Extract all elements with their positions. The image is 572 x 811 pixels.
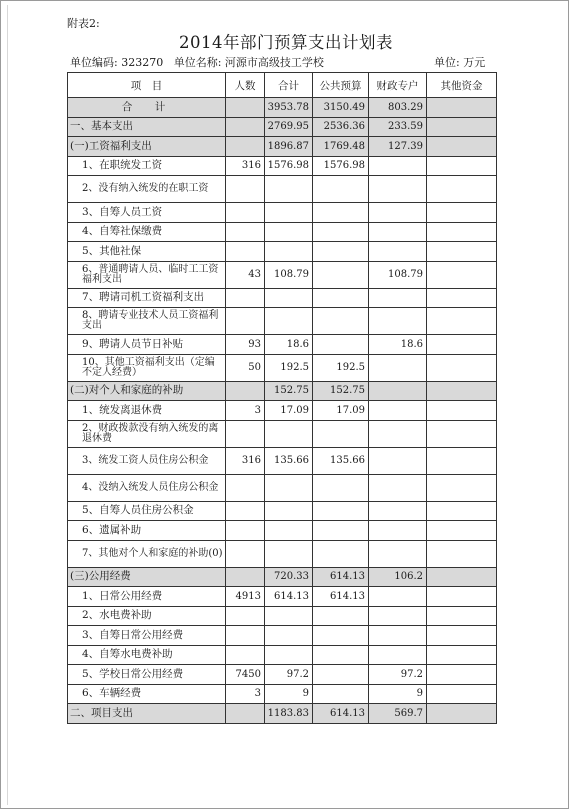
row-fiscal-cell	[369, 242, 427, 262]
row-other-cell	[427, 261, 497, 288]
row-count-cell: 316	[226, 447, 265, 474]
row-total-cell: 9	[265, 684, 313, 704]
row-item-name: 5、自筹人员住房公积金	[68, 501, 226, 521]
row-count-cell	[226, 567, 265, 587]
row-total-cell: 192.5	[265, 354, 313, 381]
row-public-cell: 614.13	[313, 704, 369, 724]
row-count-cell	[226, 474, 265, 501]
row-item-name: 5、学校日常公用经费	[68, 665, 226, 685]
row-fiscal-cell	[369, 626, 427, 646]
row-other-cell	[427, 98, 497, 118]
row-public-cell	[313, 288, 369, 308]
row-count-cell: 93	[226, 335, 265, 355]
row-other-cell	[427, 665, 497, 685]
table-row	[68, 261, 497, 288]
row-other-cell	[427, 420, 497, 447]
row-public-cell	[313, 420, 369, 447]
row-item-name: 6、遗属补助	[68, 521, 226, 541]
row-item-name: 5、其他社保	[68, 242, 226, 262]
table-row	[68, 354, 497, 381]
table-row	[68, 474, 497, 501]
row-count-cell	[226, 381, 265, 401]
row-fiscal-cell	[369, 156, 427, 176]
table-row	[68, 626, 497, 646]
row-count-cell	[226, 501, 265, 521]
row-total-cell	[265, 521, 313, 541]
row-fiscal-cell: 9	[369, 684, 427, 704]
row-total-cell: 1896.87	[265, 137, 313, 157]
row-fiscal-cell	[369, 222, 427, 242]
row-count-cell: 4913	[226, 587, 265, 607]
currency-unit: 单位: 万元	[434, 56, 486, 69]
row-total-cell	[265, 606, 313, 626]
row-count-cell	[226, 176, 265, 203]
row-other-cell	[427, 540, 497, 567]
row-other-cell	[427, 137, 497, 157]
row-total-cell	[265, 540, 313, 567]
row-total-cell	[265, 474, 313, 501]
row-other-cell	[427, 242, 497, 262]
row-item-name: 二、项目支出	[68, 704, 226, 724]
row-fiscal-cell: 106.2	[369, 567, 427, 587]
row-public-cell	[313, 665, 369, 685]
row-other-cell	[427, 474, 497, 501]
row-public-cell: 614.13	[313, 587, 369, 607]
row-public-cell	[313, 203, 369, 223]
row-total-cell: 108.79	[265, 261, 313, 288]
row-item-name: (一)工资福利支出	[68, 137, 226, 157]
row-fiscal-cell: 97.2	[369, 665, 427, 685]
row-fiscal-cell: 18.6	[369, 335, 427, 355]
row-fiscal-cell	[369, 587, 427, 607]
row-total-cell: 1183.83	[265, 704, 313, 724]
row-item-name: (三)公用经费	[68, 567, 226, 587]
table-row	[68, 401, 497, 421]
row-fiscal-cell	[369, 521, 427, 541]
row-item-name: 2、没有纳入统发的在职工资	[68, 176, 226, 203]
table-row	[68, 222, 497, 242]
row-fiscal-cell: 803.29	[369, 98, 427, 118]
header-other-funds: 其他资金	[427, 73, 497, 98]
row-other-cell	[427, 645, 497, 665]
row-total-cell: 2769.95	[265, 117, 313, 137]
row-count-cell	[226, 606, 265, 626]
row-fiscal-cell	[369, 203, 427, 223]
row-public-cell: 135.66	[313, 447, 369, 474]
header-total: 合计	[265, 73, 313, 98]
row-public-cell	[313, 684, 369, 704]
row-total-cell: 135.66	[265, 447, 313, 474]
row-item-name: (二)对个人和家庭的补助	[68, 381, 226, 401]
row-public-cell: 614.13	[313, 567, 369, 587]
row-count-cell	[226, 704, 265, 724]
row-public-cell	[313, 308, 369, 335]
row-item-name: 6、车辆经费	[68, 684, 226, 704]
row-total-cell	[265, 420, 313, 447]
table-row	[68, 381, 497, 401]
unit-info	[70, 54, 324, 70]
table-row	[68, 665, 497, 685]
row-total-cell	[265, 176, 313, 203]
row-public-cell: 1769.48	[313, 137, 369, 157]
row-fiscal-cell	[369, 645, 427, 665]
row-count-cell	[226, 521, 265, 541]
header-public-budget: 公共预算	[313, 73, 369, 98]
row-item-name: 1、在职统发工资	[68, 156, 226, 176]
row-total-cell	[265, 308, 313, 335]
row-fiscal-cell	[369, 401, 427, 421]
page-title: 2014年部门预算支出计划表	[179, 33, 393, 52]
row-total-cell	[265, 203, 313, 223]
row-public-cell	[313, 501, 369, 521]
table-row	[68, 242, 497, 262]
row-item-name: 1、日常公用经费	[68, 587, 226, 607]
row-total-cell: 97.2	[265, 665, 313, 685]
row-item-name: 一、基本支出	[68, 117, 226, 137]
row-count-cell	[226, 137, 265, 157]
row-count-cell	[226, 420, 265, 447]
row-total-cell: 3953.78	[265, 98, 313, 118]
row-count-cell	[226, 288, 265, 308]
row-public-cell	[313, 474, 369, 501]
row-item-name: 2、财政拨款没有纳入统发的离退休费	[68, 420, 226, 447]
table-row	[68, 587, 497, 607]
row-other-cell	[427, 335, 497, 355]
table-row	[68, 606, 497, 626]
row-public-cell	[313, 242, 369, 262]
table-row	[68, 156, 497, 176]
table-row	[68, 137, 497, 157]
row-total-cell: 17.09	[265, 401, 313, 421]
unit-code: 单位编码: 323270	[70, 56, 164, 69]
row-total-cell	[265, 288, 313, 308]
table-row	[68, 567, 497, 587]
row-public-cell: 17.09	[313, 401, 369, 421]
table-row	[68, 308, 497, 335]
row-fiscal-cell	[369, 606, 427, 626]
row-item-name: 2、水电费补助	[68, 606, 226, 626]
row-public-cell: 152.75	[313, 381, 369, 401]
table-row	[68, 288, 497, 308]
row-item-name: 7、聘请司机工资福利支出	[68, 288, 226, 308]
row-public-cell	[313, 222, 369, 242]
row-item-name: 10、其他工资福利支出（定编不定人经费）	[68, 354, 226, 381]
row-count-cell	[226, 203, 265, 223]
row-public-cell: 3150.49	[313, 98, 369, 118]
table-row	[68, 540, 497, 567]
row-total-cell: 1576.98	[265, 156, 313, 176]
row-public-cell: 1576.98	[313, 156, 369, 176]
row-other-cell	[427, 156, 497, 176]
row-count-cell	[226, 242, 265, 262]
unit-name: 单位名称: 河源市高级技工学校	[173, 56, 324, 69]
row-total-cell	[265, 222, 313, 242]
row-count-cell	[226, 626, 265, 646]
row-fiscal-cell	[369, 447, 427, 474]
budget-table	[67, 72, 497, 724]
row-other-cell	[427, 288, 497, 308]
table-row	[68, 684, 497, 704]
row-fiscal-cell: 127.39	[369, 137, 427, 157]
row-fiscal-cell	[369, 308, 427, 335]
row-other-cell	[427, 401, 497, 421]
row-fiscal-cell	[369, 288, 427, 308]
row-fiscal-cell	[369, 354, 427, 381]
attachment-label: 附表2:	[67, 17, 100, 30]
row-fiscal-cell	[369, 501, 427, 521]
row-public-cell	[313, 521, 369, 541]
table-row	[68, 645, 497, 665]
row-total-cell	[265, 501, 313, 521]
row-fiscal-cell: 233.59	[369, 117, 427, 137]
header-item: 项 目	[68, 73, 226, 98]
row-other-cell	[427, 521, 497, 541]
row-count-cell: 7450	[226, 665, 265, 685]
row-item-name: 1、统发离退休费	[68, 401, 226, 421]
row-total-cell: 152.75	[265, 381, 313, 401]
header-fiscal-account: 财政专户	[369, 73, 427, 98]
row-total-cell	[265, 645, 313, 665]
row-item-name: 3、统发工资人员住房公积金	[68, 447, 226, 474]
row-fiscal-cell	[369, 381, 427, 401]
row-other-cell	[427, 354, 497, 381]
row-fiscal-cell	[369, 176, 427, 203]
row-count-cell	[226, 645, 265, 665]
row-total-cell	[265, 626, 313, 646]
table-row	[68, 117, 497, 137]
row-fiscal-cell	[369, 474, 427, 501]
table-row	[68, 704, 497, 724]
row-item-name: 6、普通聘请人员、临时工工资福利支出	[68, 261, 226, 288]
table-row	[68, 335, 497, 355]
row-other-cell	[427, 684, 497, 704]
row-total-cell: 720.33	[265, 567, 313, 587]
row-other-cell	[427, 176, 497, 203]
row-item-name: 7、其他对个人和家庭的补助(0)	[68, 540, 226, 567]
row-count-cell	[226, 117, 265, 137]
row-public-cell	[313, 261, 369, 288]
row-public-cell	[313, 606, 369, 626]
row-count-cell	[226, 98, 265, 118]
row-public-cell	[313, 645, 369, 665]
row-public-cell	[313, 335, 369, 355]
row-item-name: 4、自筹水电费补助	[68, 645, 226, 665]
row-other-cell	[427, 203, 497, 223]
row-fiscal-cell	[369, 420, 427, 447]
row-public-cell	[313, 176, 369, 203]
row-other-cell	[427, 567, 497, 587]
table-row	[68, 501, 497, 521]
row-public-cell: 192.5	[313, 354, 369, 381]
row-count-cell: 3	[226, 401, 265, 421]
header-count: 人数	[226, 73, 265, 98]
row-other-cell	[427, 704, 497, 724]
row-count-cell: 50	[226, 354, 265, 381]
row-other-cell	[427, 447, 497, 474]
row-item-name: 3、自筹日常公用经费	[68, 626, 226, 646]
table-row	[68, 176, 497, 203]
row-count-cell: 43	[226, 261, 265, 288]
row-item-name: 8、聘请专业技术人员工资福利支出	[68, 308, 226, 335]
row-total-cell: 18.6	[265, 335, 313, 355]
row-other-cell	[427, 381, 497, 401]
row-fiscal-cell: 569.7	[369, 704, 427, 724]
row-item-name: 4、自筹社保缴费	[68, 222, 226, 242]
row-other-cell	[427, 222, 497, 242]
row-count-cell	[226, 222, 265, 242]
row-total-cell: 614.13	[265, 587, 313, 607]
row-count-cell: 3	[226, 684, 265, 704]
row-public-cell	[313, 540, 369, 567]
row-total-cell	[265, 242, 313, 262]
row-other-cell	[427, 117, 497, 137]
total-row	[68, 98, 497, 118]
row-count-cell	[226, 540, 265, 567]
row-count-cell: 316	[226, 156, 265, 176]
table-header-row	[68, 73, 497, 98]
table-row	[68, 521, 497, 541]
row-public-cell	[313, 626, 369, 646]
row-item-name: 3、自筹人员工资	[68, 203, 226, 223]
row-other-cell	[427, 308, 497, 335]
row-other-cell	[427, 626, 497, 646]
row-fiscal-cell	[369, 540, 427, 567]
row-public-cell: 2536.36	[313, 117, 369, 137]
table-row	[68, 420, 497, 447]
row-fiscal-cell: 108.79	[369, 261, 427, 288]
row-item-name: 4、没纳入统发人员住房公积金	[68, 474, 226, 501]
table-row	[68, 447, 497, 474]
row-other-cell	[427, 606, 497, 626]
row-item-name: 9、聘请人员节日补贴	[68, 335, 226, 355]
row-other-cell	[427, 587, 497, 607]
scan-margin-line	[7, 5, 8, 805]
row-other-cell	[427, 501, 497, 521]
row-item-name: 合 计	[68, 98, 226, 118]
table-row	[68, 203, 497, 223]
row-count-cell	[226, 308, 265, 335]
